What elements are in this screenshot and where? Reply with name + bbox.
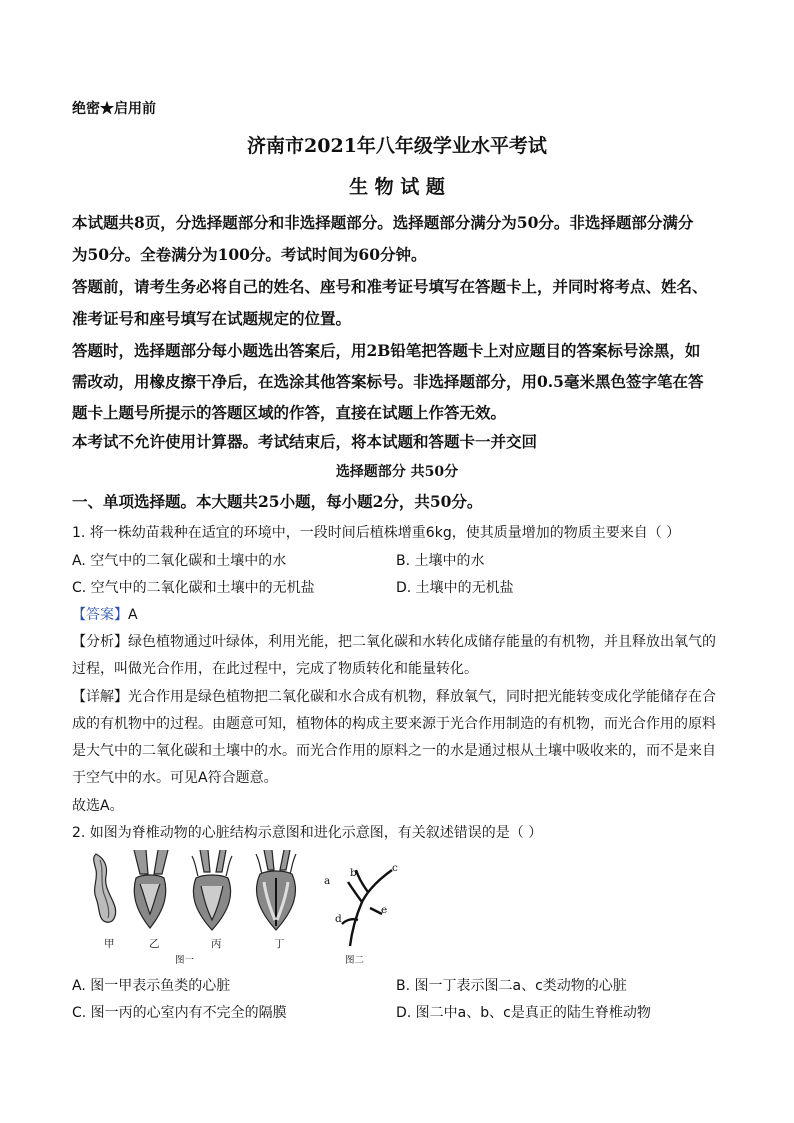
answer-value: A — [128, 607, 138, 623]
section-title: 选择题部分 共50分 — [335, 464, 459, 480]
figure1-label-yi: 乙 — [149, 938, 160, 950]
analysis-tag: 【分析】 — [72, 634, 128, 650]
q2-option-d: D. 图二中a、b、c是真正的陆生脊椎动物 — [396, 1005, 651, 1021]
detail-line: 成的有机物中的过程。由题意可知，植物体的构成主要来源于光合作用制造的有机物，而光合作用的原料 — [72, 716, 716, 732]
instruction-line: 为50分。全卷满分为100分。考试时间为60分钟。 — [72, 245, 427, 264]
figure2-evolution-tree — [322, 860, 402, 950]
instruction-line: 答题前，请考生务必将自己的姓名、座号和准考证号填写在答题卡上，并同时将考点、姓名、 — [72, 277, 708, 296]
figure1-heart-diagrams — [88, 848, 318, 938]
q1-option-c: C. 空气中的二氧化碳和土壤中的无机盐 — [72, 580, 315, 596]
analysis-line: 绿色植物通过叶绿体，利用光能，把二氧化碳和水转化成储存能量的有机物，并且释放出氧气的 — [128, 634, 716, 650]
instruction-line: 需改动，用橡皮擦干净后，在选涂其他答案标号。非选择题部分，用0.5毫米黑色签字笔在答 — [72, 372, 704, 391]
part-heading: 一、单项选择题。本大题共25小题，每小题2分，共50分。 — [72, 492, 483, 511]
figure2-caption: 图二 — [345, 955, 365, 966]
figure1-label-jia: 甲 — [104, 938, 115, 950]
q1-option-a: A. 空气中的二氧化碳和土壤中的水 — [72, 553, 287, 569]
heart-yi-illustration — [134, 850, 168, 928]
instruction-line: 答题时，选择题部分每小题选出答案后，用2B铅笔把答题卡上对应题目的答案标号涂黑，如 — [72, 341, 701, 360]
figure1-label-bing: 丙 — [211, 938, 222, 950]
q1-answer — [72, 604, 138, 624]
answer-tag: 【答案】 — [72, 607, 128, 623]
figure1-label-ding: 丁 — [274, 938, 285, 950]
figure1-caption: 图一 — [175, 955, 195, 966]
instruction-line: 本试题共8页，分选择题部分和非选择题部分。选择题部分满分为50分。非选择题部分满分 — [72, 213, 694, 232]
q1-option-b: B. 土壤中的水 — [396, 553, 485, 569]
heart-ding-illustration — [256, 850, 296, 930]
detail-line: 光合作用是绿色植物把二氧化碳和水合成有机物，释放氧气，同时把光能转变成化学能储存在合 — [128, 689, 716, 705]
q1-detail — [72, 686, 716, 706]
figure2-label-e: e — [381, 904, 388, 916]
q2-option-a: A. 图一甲表示鱼类的心脏 — [72, 978, 231, 994]
analysis-line: 过程，叫做光合作用，在此过程中，完成了物质转化和能量转化。 — [72, 661, 478, 677]
q2-option-b: B. 图一丁表示图二a、c类动物的心脏 — [396, 978, 627, 994]
instruction-line: 本考试不允许使用计算器。考试结束后，将本试题和答题卡一并交回 — [72, 432, 538, 451]
instruction-line: 题卡上题号所提示的答题区域的作答，直接在试题上作答无效。 — [72, 403, 507, 422]
heart-jia-illustration — [94, 854, 116, 922]
q1-analysis — [72, 631, 716, 651]
secret-mark: 绝密★启用前 — [72, 101, 156, 117]
detail-line: 于空气中的水。可见A符合题意。 — [72, 770, 278, 786]
q1-stem: 1. 将一株幼苗栽种在适宜的环境中，一段时间后植株增重6kg，使其质量增加的物质主要来自（ ） — [72, 525, 681, 541]
figure2-label-b: b — [350, 867, 357, 879]
detail-line: 是大气中的二氧化碳和土壤中的水。而光合作用的原料之一的水是通过根从土壤中吸收来的，而不是来自 — [72, 743, 716, 759]
heart-bing-illustration — [192, 850, 232, 930]
figure2-label-a: a — [324, 875, 331, 887]
instruction-line: 准考证号和座号填写在试题规定的位置。 — [72, 309, 352, 328]
exam-subtitle: 生 物 试 题 — [349, 176, 445, 198]
q2-stem: 2. 如图为脊椎动物的心脏结构示意图和进化示意图，有关叙述错误的是（ ） — [72, 825, 543, 841]
figure2-label-c: c — [392, 862, 398, 874]
exam-title: 济南市2021年八年级学业水平考试 — [247, 135, 547, 157]
q2-option-c: C. 图一丙的心室内有不完全的隔膜 — [72, 1005, 287, 1021]
q1-conclusion: 故选A。 — [72, 798, 124, 814]
figure2-label-d: d — [335, 913, 342, 925]
detail-tag: 【详解】 — [72, 689, 128, 705]
q1-option-d: D. 土壤中的无机盐 — [396, 580, 514, 596]
